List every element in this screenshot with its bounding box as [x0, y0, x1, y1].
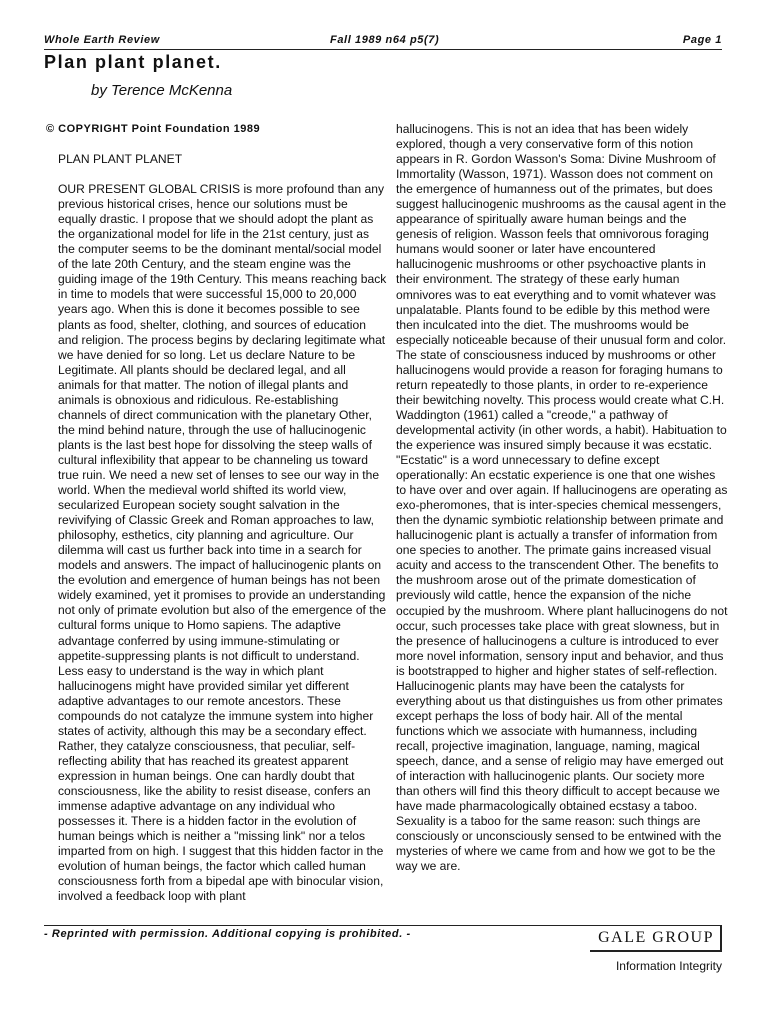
right-column: [396, 122, 728, 874]
body-text-right: hallucinogens. This is not an idea that has been widely explored, though a very conservative form of this notion appears in R. Gordon Wasson's Soma: Divine Mushroom of Immortality (Wasson, 1971). Wasson does not comment on the emergence of humanness out of the primates, but does suggest hallucinogenic mushrooms as the causal agent in the appearance of spiritually aware human beings and the genesis of religion. Wasson feels that omnivorous foraging humans would sooner or later have encountered hallucinogenic mushrooms or other psychoactive plants in their environment. The strategy of these early human omnivores was to eat everything and to vomit whatever was unpalatable. Plants found to be edible by this method were then inculcated into the diet. The mushrooms would be especially noticeable because of their unusual form and color. The state of consciousness induced by mushrooms or other hallucinogens would provide a reason for foraging humans to return repeatedly to those plants, in order to re-experience their bewitching novelty. This process would create what C.H. Waddington (1961) called a "creode," a pathway of developmental activity (in other words, a habit). Habituation to the experience was insured simply because it was ecstatic. "Ecstatic" is a word unnecessary to define except operationally: An ecstatic experience is one that one wishes to have over and over again. If hallucinogens are operating as exo-pheromones, that is inter-species chemical messengers, then the dynamic symbiotic relationship between primate and hallucinogenic plant is actually a transfer of information from one species to another. The primate gains increased visual acuity and access to the transcendent Other. The benefits to the mushroom arose out of the primate domestication of previously wild cattle, hence the expansion of the niche occupied by the mushroom. Where plant hallucinogens do not occur, such processes take place with great slowness, but in the presence of hallucinogens a culture is introduced to ever more novel information, sensory input and behavior, and thus is bootstrapped to higher and higher states of self-reflection. Hallucinogenic plants may have been the catalysts for everything about us that distinguishes us from other primates except perhaps the loss of body hair. All of the mental functions which we associate with humanness, including recall, projective imagination, language, naming, magical speech, dance, and a sense of religio may have emerged out of interaction with hallucinogenic plants. Our society more than others will find this theory difficult to accept because we have made pharmacologically obtained ecstasy a taboo. Sexuality is a taboo for the same reason: such things are consciously or unconsciously sensed to be entwined with the mysteries of where we came from and how we got to be the way we are.: [396, 122, 728, 874]
page-number: Page 1: [682, 34, 722, 46]
copyright-notice: © COPYRIGHT Point Foundation 1989: [46, 123, 261, 135]
publication-name: Whole Earth Review: [44, 34, 160, 46]
gale-group-logo: GALE GROUP: [590, 926, 722, 952]
body-text-left: OUR PRESENT GLOBAL CRISIS is more profound than any previous historical crises, hence our solutions must be equally drastic. I propose that we should adopt the plant as the organizational model for life in the 21st century, just as the computer seems to be the dominant mental/social model of the late 20th Century, and the steam engine was the guiding image of the 19th Century. This means reaching back in time to models that were successful 15,000 to 20,000 years ago. When this is done it becomes possible to see plants as food, shelter, clothing, and sources of education and religion. The process begins by declaring legitimate what we have denied for so long. Let us declare Nature to be Legitimate. All plants should be declared legal, and all animals for that matter. The notion of illegal plants and animals is obnoxious and ridiculous. Re-establishing channels of direct communication with the planetary Other, the mind behind nature, through the use of hallucinogenic plants is the last best hope for dissolving the steep walls of cultural inflexibility that appear to be channeling us toward true ruin. We need a new set of lenses to see our way in the world. When the medieval world shifted its world view, secularized European society sought salvation in the revivifying of Classic Greek and Roman approaches to law, philosophy, esthetics, city planning and agriculture. Our dilemma will cast us further back into time in a search for models and answers. The impact of hallucinogenic plants on the evolution and emergence of human beings has not been widely examined, yet it promises to provide an understanding not only of primate evolution but also of the emergence of the cultural forms unique to Homo sapiens. The adaptive advantage conferred by using immune-stimulating or appetite-suppressing plants is not difficult to understand. Less easy to understand is the way in which plant hallucinogens might have provided similar yet different adaptive advantages to our remote ancestors. These compounds do not catalyze the immune system into higher states of activity, although this may be a secondary effect. Rather, they catalyze consciousness, that peculiar, self-reflecting ability that has reached its greatest apparent expression in human beings. One can hardly doubt that consciousness, like the ability to resist disease, confers an immense adaptive advantage on any individual who possesses it. There is a hidden factor in the evolution of human beings which is neither a "missing link" nor a telos imparted from on high. I suggest that this hidden factor in the evolution of human beings, the factor which called human consciousness forth from a bipedal ape with binocular vision, involved a feedback loop with plant: [58, 182, 387, 904]
issue-info: Fall 1989 n64 p5(7): [330, 34, 440, 46]
logo-tagline: Information Integrity: [615, 959, 722, 973]
article-title: Plan plant planet.: [44, 52, 222, 72]
article-subhead: PLAN PLANT PLANET: [58, 152, 183, 167]
reprint-notice: - Reprinted with permission. Additional copying is prohibited. -: [44, 928, 411, 940]
left-column: [44, 122, 387, 904]
article-byline: by Terence McKenna: [91, 82, 233, 99]
header-divider: [44, 49, 722, 50]
page-header: [44, 32, 722, 50]
